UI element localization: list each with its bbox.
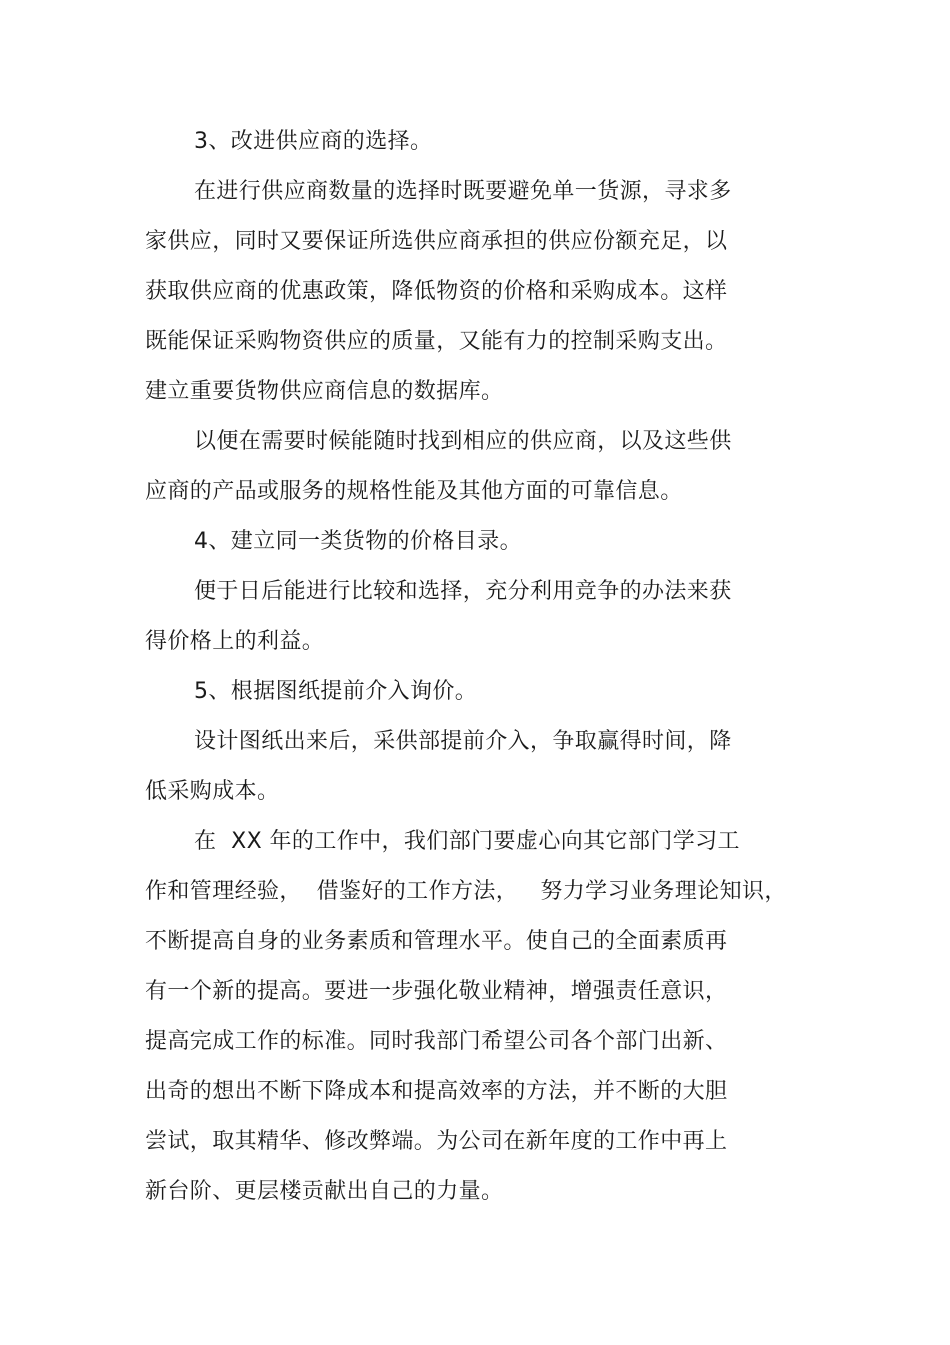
paragraph-line: 不断提高自身的业务素质和管理水平。使自己的全面素质再 — [145, 929, 728, 954]
paragraph-line: 新台阶、更层楼贡献出自己的力量。 — [145, 1179, 504, 1204]
paragraph-line: 应商的产品或服务的规格性能及其他方面的可靠信息。 — [145, 479, 683, 504]
paragraph-line: 低采购成本。 — [145, 779, 280, 804]
paragraph-line: 既能保证采购物资供应的质量，又能有力的控制采购支出。 — [145, 329, 728, 354]
section-heading-4: 4、建立同一类货物的价格目录。 — [194, 529, 522, 554]
paragraph-line: 建立重要货物供应商信息的数据库。 — [145, 379, 504, 404]
paragraph-line: 有一个新的提高。要进一步强化敬业精神，增强责任意识， — [145, 979, 728, 1004]
paragraph-line: 获取供应商的优惠政策，降低物资的价格和采购成本。这样 — [145, 279, 728, 304]
paragraph-line: 以便在需要时候能随时找到相应的供应商，以及这些供 — [194, 429, 732, 454]
paragraph-line: 出奇的想出不断下降成本和提高效率的方法，并不断的大胆 — [145, 1079, 728, 1104]
paragraph-line: 设计图纸出来后，采供部提前介入，争取赢得时间，降 — [194, 729, 732, 754]
paragraph-line: 提高完成工作的标准。同时我部门希望公司各个部门出新、 — [145, 1029, 728, 1054]
paragraph-line: 在 XX 年的工作中，我们部门要虚心向其它部门学习工 — [194, 829, 740, 854]
section-heading-5: 5、根据图纸提前介入询价。 — [194, 679, 478, 704]
paragraph-line: 便于日后能进行比较和选择，充分利用竞争的办法来获 — [194, 579, 732, 604]
paragraph-line: 在进行供应商数量的选择时既要避免单一货源，寻求多 — [194, 179, 732, 204]
paragraph-line: 尝试，取其精华、修改弊端。为公司在新年度的工作中再上 — [145, 1129, 728, 1154]
paragraph-line: 作和管理经验， 借鉴好的工作方法， 努力学习业务理论知识， — [145, 879, 787, 904]
paragraph-line: 家供应，同时又要保证所选供应商承担的供应份额充足，以 — [145, 229, 728, 254]
paragraph-line: 得价格上的利益。 — [145, 629, 325, 654]
section-heading-3: 3、改进供应商的选择。 — [194, 129, 433, 154]
